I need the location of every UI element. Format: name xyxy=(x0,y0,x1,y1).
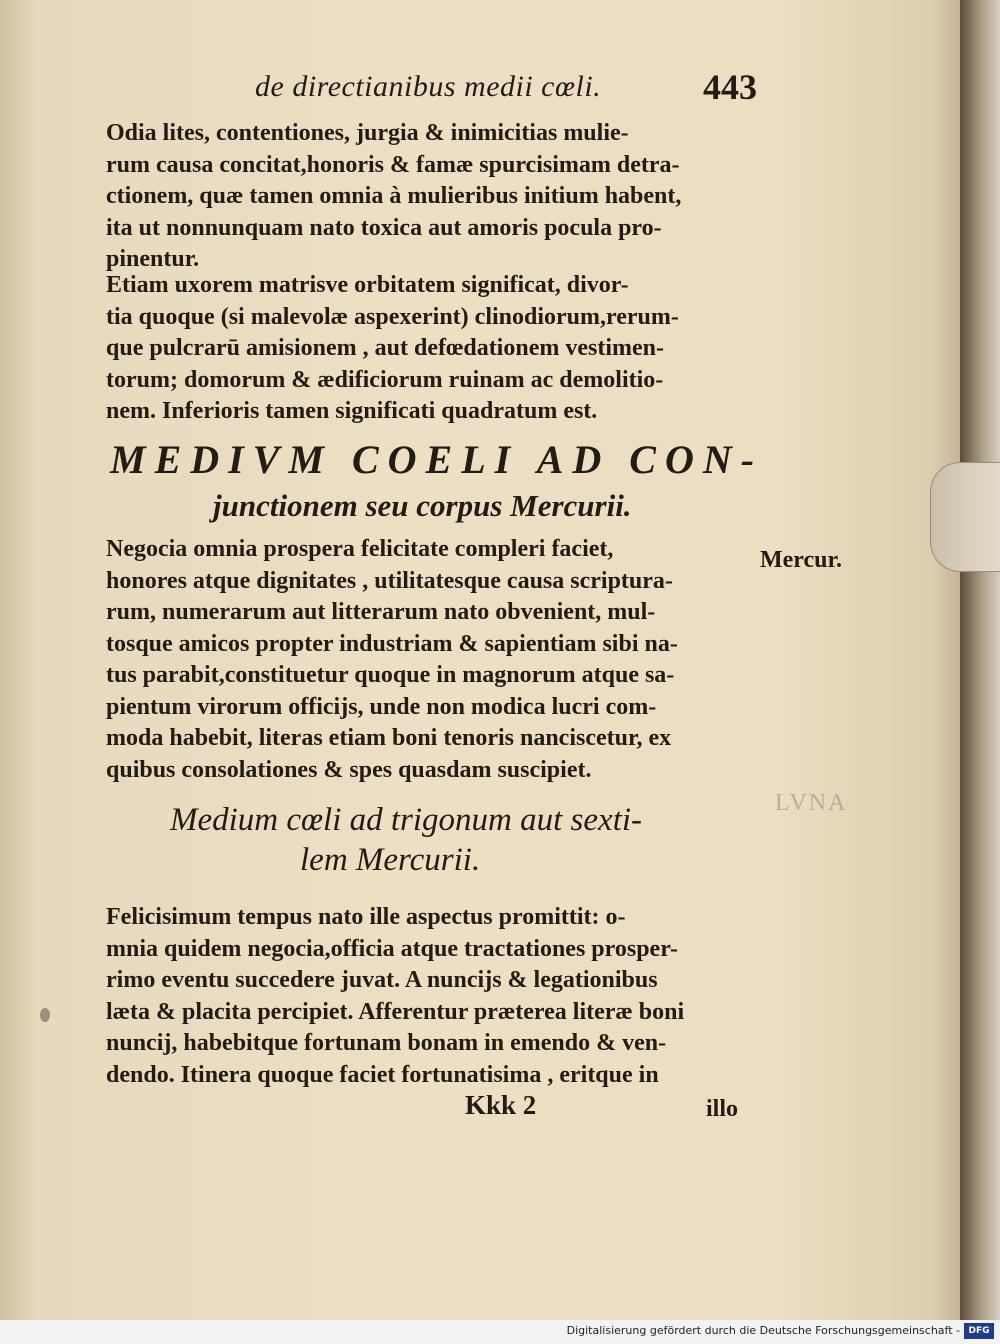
paper-hole xyxy=(40,1008,50,1022)
text-line: rum, numerarum aut litterarum nato obvenient, mul- xyxy=(106,599,656,625)
margin-note: Mercur. xyxy=(760,547,842,573)
text-line: quibus consolationes & spes quasdam suscipiet. xyxy=(106,756,592,783)
section-heading-1: MEDIVM COELI AD CON- xyxy=(110,437,764,482)
page-number: 443 xyxy=(703,67,757,107)
running-head: de directianibus medii cœli. xyxy=(255,70,602,103)
text-line: pinentur. xyxy=(106,246,200,272)
text-line: rum causa concitat,honoris & famæ spurcisimam detra- xyxy=(106,151,680,178)
paragraph-2 xyxy=(106,270,754,428)
text-line: tia quoque (si malevolæ aspexerint) clinodiorum,rerum- xyxy=(106,303,679,330)
paragraph-1 xyxy=(106,118,754,276)
text-line: ctionem, quæ tamen omnia à mulieribus initium habent, xyxy=(106,183,682,209)
text-line: Etiam uxorem matrisve orbitatem significat, divor- xyxy=(106,272,629,298)
text-line: honores atque dignitates , utilitatesque causa scriptura- xyxy=(106,567,673,594)
section-heading-2: Medium cœli ad trigonum aut sexti- xyxy=(170,802,643,838)
text-line: tosque amicos propter industriam & sapientiam sibi na- xyxy=(106,630,678,657)
page-edge-stack xyxy=(960,0,1000,1320)
text-line: tus parabit,constituetur quoque in magnorum atque sa- xyxy=(106,662,675,688)
text-line: dendo. Itinera quoque faciet fortunatisima , eritque in xyxy=(106,1061,659,1088)
text-line: læta & placita percipiet. Afferentur præterea literæ boni xyxy=(106,998,685,1025)
text-line: torum; domorum & ædificiorum ruinam ac demolitio- xyxy=(106,366,664,393)
signature-mark: Kkk 2 xyxy=(465,1090,537,1120)
text-line: Felicisimum tempus nato ille aspectus promittit: o- xyxy=(106,904,626,930)
text-line: ita ut nonnunquam nato toxica aut amoris pocula pro- xyxy=(106,214,662,241)
section-heading-2-continued: lem Mercurii. xyxy=(300,842,481,878)
page-clip xyxy=(930,462,1000,572)
bleed-through-text: LVNA xyxy=(775,790,848,816)
text-line: nem. Inferioris tamen significati quadratum est. xyxy=(106,398,598,424)
paragraph-4 xyxy=(106,902,754,1091)
section-heading-1-continued: junctionem seu corpus Mercurii. xyxy=(213,488,632,523)
catchword: illo xyxy=(706,1096,739,1122)
text-line: que pulcrarū amisionem , aut defœdationem vestimen- xyxy=(106,335,664,361)
footer-credit: Digitalisierung gefördert durch die Deutsche Forschungsgemeinschaft - xyxy=(566,1324,960,1337)
text-line: pientum virorum officijs, unde non modica lucri com- xyxy=(106,693,657,720)
text-line: rimo eventu succedere juvat. A nuncijs & legationibus xyxy=(106,967,658,993)
text-line: Negocia omnia prospera felicitate compleri faciet, xyxy=(106,536,614,562)
paragraph-3 xyxy=(106,534,754,786)
footer-bar xyxy=(0,1320,1000,1344)
dfg-logo[interactable]: DFG xyxy=(964,1323,994,1339)
text-line: mnia quidem negocia,officia atque tractationes prosper- xyxy=(106,935,678,962)
text-line: Odia lites, contentiones, jurgia & inimicitias mulie- xyxy=(106,120,629,146)
text-line: nuncij, habebitque fortunam bonam in emendo & ven- xyxy=(106,1030,667,1056)
text-line: moda habebit, literas etiam boni tenoris nanciscetur, ex xyxy=(106,725,672,751)
